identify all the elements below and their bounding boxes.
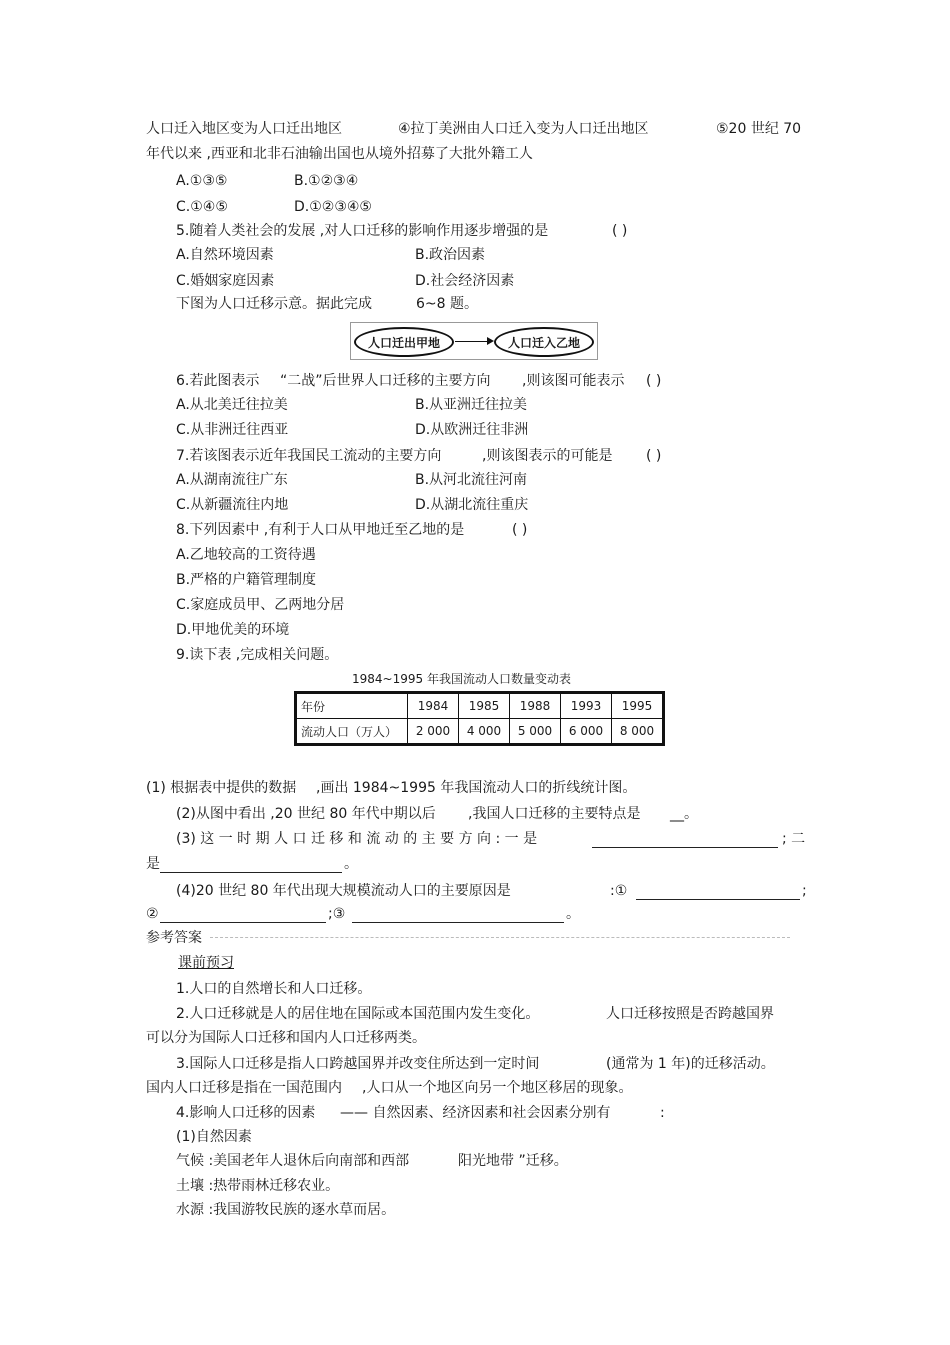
table-cell: 2 000 bbox=[408, 719, 459, 745]
table-cell: 1995 bbox=[612, 693, 664, 719]
q9-sub2-b: ,我国人口迁移的主要特点是 bbox=[468, 806, 641, 822]
q5-option-b: B.政治因素 bbox=[415, 247, 486, 263]
q9-sub3-b: ; 二 bbox=[782, 831, 806, 847]
q8-stem: 8.下列因素中 ,有利于人口从甲地迁至乙地的是 bbox=[176, 522, 465, 538]
q7-paren: ( ) bbox=[646, 448, 662, 464]
q9-stem: 9.读下表 ,完成相关问题。 bbox=[176, 647, 339, 663]
q8-option-d: D.甲地优美的环境 bbox=[176, 622, 290, 638]
q9-sub3-d: 。 bbox=[344, 856, 358, 872]
answer-blank[interactable] bbox=[636, 885, 800, 900]
answer-1: 1.人口的自然增长和人口迁移。 bbox=[176, 981, 372, 997]
sub3-answer-blank-2[interactable] bbox=[160, 855, 342, 873]
q6-stem-a: 6.若此图表示 bbox=[176, 373, 260, 389]
table-cell: 5 000 bbox=[510, 719, 561, 745]
table-cell: 8 000 bbox=[612, 719, 664, 745]
water-line: 水源 :我国游牧民族的逐水草而居。 bbox=[176, 1202, 396, 1218]
arrow-head-icon bbox=[487, 337, 494, 345]
q6-stem-b: “二战”后世界人口迁移的主要方向 bbox=[280, 373, 491, 389]
q9-sub4-b: :① bbox=[610, 883, 628, 899]
q8-option-c: C.家庭成员甲、乙两地分居 bbox=[176, 597, 345, 613]
table-cell: 1988 bbox=[510, 693, 561, 719]
answer-blank[interactable] bbox=[160, 908, 326, 923]
q6-option-a: A.从北美迁往拉美 bbox=[176, 397, 288, 413]
q9-sub2-a: (2)从图中看出 ,20 世纪 80 年代中期以后 bbox=[176, 806, 436, 822]
arrow-line bbox=[455, 341, 489, 342]
table-row bbox=[296, 719, 664, 745]
table-header-cell: 流动人口（万人） bbox=[296, 719, 408, 745]
climate-a: 气候 :美国老年人退休后向南部和西部 bbox=[176, 1153, 410, 1169]
q4-option-a: A.①③⑤ bbox=[176, 173, 228, 189]
q4-line2: 年代以来 ,西亚和北非石油输出国也从境外招募了大批外籍工人 bbox=[146, 146, 533, 162]
table-title: 1984~1995 年我国流动人口数量变动表 bbox=[352, 672, 571, 686]
answer-4-b: —— 自然因素、经济因素和社会因素分别有 bbox=[340, 1105, 611, 1121]
answer-4-a: 4.影响人口迁移的因素 bbox=[176, 1105, 316, 1121]
sub4-answer-blank-1[interactable] bbox=[636, 882, 800, 900]
q7-option-d: D.从湖北流往重庆 bbox=[415, 497, 529, 513]
answer-3-a: 3.国际人口迁移是指人口跨越国界并改变住所达到一定时间 bbox=[176, 1056, 540, 1072]
q9-sub4-f: 。 bbox=[566, 906, 580, 922]
q7-option-a: A.从湖南流往广东 bbox=[176, 472, 288, 488]
q4-option-d: D.①②③④⑤ bbox=[294, 199, 372, 215]
intro-6-8-text: 下图为人口迁移示意。据此完成 bbox=[176, 296, 372, 312]
q9-sub4-a: (4)20 世纪 80 年代出现大规模流动人口的主要原因是 bbox=[176, 883, 511, 899]
table-cell: 1984 bbox=[408, 693, 459, 719]
q9-sub3-c: 是 bbox=[146, 856, 160, 872]
answer-2-b: 人口迁移按照是否跨越国界 bbox=[606, 1006, 774, 1022]
q9-sub2-blank: __。 bbox=[670, 806, 698, 822]
answer-blank[interactable] bbox=[592, 833, 778, 848]
intro-6-8-range: 6~8 题。 bbox=[416, 296, 478, 312]
sub4-answer-blank-2[interactable] bbox=[160, 905, 326, 923]
q6-stem-c: ,则该图可能表示 bbox=[522, 373, 625, 389]
origin-ellipse bbox=[354, 327, 454, 357]
answer-blank[interactable] bbox=[160, 858, 342, 873]
origin-label: 人口迁出甲地 bbox=[367, 335, 440, 350]
q9-sub4-e: ;③ bbox=[328, 906, 346, 922]
q5-option-d: D.社会经济因素 bbox=[415, 273, 515, 289]
heading-divider bbox=[210, 937, 790, 938]
migration-data-table bbox=[294, 691, 665, 746]
q5-stem: 5.随着人类社会的发展 ,对人口迁移的影响作用逐步增强的是 bbox=[176, 223, 549, 239]
answer-2-a: 2.人口迁移就是人的居住地在国际或本国范围内发生变化。 bbox=[176, 1006, 540, 1022]
natural-factors-heading: (1)自然因素 bbox=[176, 1129, 252, 1145]
answer-4-c: : bbox=[660, 1105, 665, 1121]
q5-option-a: A.自然环境因素 bbox=[176, 247, 274, 263]
destination-ellipse bbox=[494, 327, 594, 357]
table-row bbox=[296, 693, 664, 719]
table-cell: 1993 bbox=[561, 693, 612, 719]
q8-option-b: B.严格的户籍管理制度 bbox=[176, 572, 317, 588]
q4-line1-a: 人口迁入地区变为人口迁出地区 bbox=[146, 121, 342, 137]
q6-option-d: D.从欧洲迁往非洲 bbox=[415, 422, 529, 438]
answer-blank[interactable] bbox=[352, 908, 564, 923]
q9-sub4-c: ; bbox=[802, 883, 807, 899]
q6-option-b: B.从亚洲迁往拉美 bbox=[415, 397, 528, 413]
q5-paren: ( ) bbox=[612, 223, 628, 239]
q9-sub3-a: (3) 这 一 时 期 人 口 迁 移 和 流 动 的 主 要 方 向 : 一 是 bbox=[176, 831, 538, 847]
table-cell: 4 000 bbox=[459, 719, 510, 745]
destination-label: 人口迁入乙地 bbox=[507, 335, 580, 350]
table-cell: 6 000 bbox=[561, 719, 612, 745]
q9-sub4-d: ② bbox=[146, 906, 159, 922]
table-header-cell: 年份 bbox=[296, 693, 408, 719]
q8-option-a: A.乙地较高的工资待遇 bbox=[176, 547, 316, 563]
answers-heading: 参考答案 bbox=[146, 930, 202, 946]
q8-paren: ( ) bbox=[512, 522, 528, 538]
q4-option-c: C.①④⑤ bbox=[176, 199, 228, 215]
sub3-answer-blank-1[interactable] bbox=[592, 830, 778, 848]
soil-line: 土壤 :热带雨林迁移农业。 bbox=[176, 1178, 340, 1194]
preview-heading: 课前预习 bbox=[178, 955, 234, 971]
answer-3-c: 国内人口迁移是指在一国范围内 bbox=[146, 1080, 342, 1096]
q7-stem-b: ,则该图表示的可能是 bbox=[482, 448, 613, 464]
q4-option-b: B.①②③④ bbox=[294, 173, 359, 189]
answer-3-b: (通常为 1 年)的迁移活动。 bbox=[606, 1056, 775, 1072]
sub4-answer-blank-3[interactable] bbox=[352, 905, 564, 923]
answer-3-d: ,人口从一个地区向另一个地区移居的现象。 bbox=[362, 1080, 633, 1096]
q5-option-c: C.婚姻家庭因素 bbox=[176, 273, 275, 289]
q9-sub1-b: ,画出 1984~1995 年我国流动人口的折线统计图。 bbox=[316, 780, 637, 796]
answer-2-c: 可以分为国际人口迁移和国内人口迁移两类。 bbox=[146, 1030, 426, 1046]
q7-option-b: B.从河北流往河南 bbox=[415, 472, 528, 488]
q6-option-c: C.从非洲迁往西亚 bbox=[176, 422, 289, 438]
q4-line1-b: ④拉丁美洲由人口迁入变为人口迁出地区 bbox=[398, 121, 649, 137]
q7-stem-a: 7.若该图表示近年我国民工流动的主要方向 bbox=[176, 448, 442, 464]
q7-option-c: C.从新疆流往内地 bbox=[176, 497, 289, 513]
table-cell: 1985 bbox=[459, 693, 510, 719]
migration-diagram bbox=[350, 322, 598, 360]
climate-b: 阳光地带 ”迁移。 bbox=[458, 1153, 568, 1169]
q4-line1-c: ⑤20 世纪 70 bbox=[716, 121, 802, 137]
q9-sub1-a: (1) 根据表中提供的数据 bbox=[146, 780, 297, 796]
q6-paren: ( ) bbox=[646, 373, 662, 389]
